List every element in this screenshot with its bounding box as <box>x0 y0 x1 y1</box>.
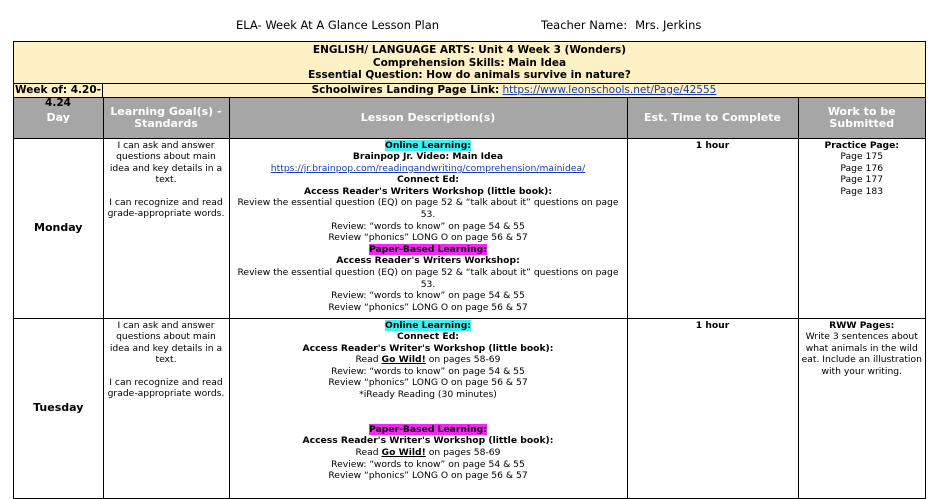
online-learning-label: Online Learning: <box>385 319 471 331</box>
brainpop-label: Brainpop Jr. Video: Main Idea <box>352 151 504 163</box>
table-row-monday <box>14 138 925 318</box>
rww-label: Access Reader's Writer's Workshop (little book): <box>302 342 554 354</box>
review-text: Review: “words to know” on page 54 & 55 <box>331 220 525 232</box>
landing-page <box>103 84 925 97</box>
work-item: Page 177 <box>840 174 884 186</box>
paper-learning-label: Paper-Based Learning: <box>369 423 487 435</box>
rww-label: Access Reader's Writers Workshop: <box>336 255 520 267</box>
work-title: RWW Pages: <box>829 319 895 331</box>
book-title: Go Wild! <box>381 447 426 459</box>
col-header-goals: Learning Goal(s) - Standards <box>103 98 229 139</box>
goal-text: I can ask and answer questions about main idea and key details in a text. <box>109 139 223 186</box>
lesson-table <box>14 98 925 499</box>
review-text: Review the essential question (EQ) on page 52 & “talk about it” questions on page 53. <box>237 267 619 290</box>
read-line <box>233 447 624 459</box>
read-line <box>233 354 624 366</box>
review-text: Review “phonics” LONG O on page 56 & 57 <box>328 377 528 389</box>
page-title: ELA- Week At A Glance Lesson Plan <box>236 18 440 32</box>
day-cell: Tuesday <box>14 318 103 498</box>
day-cell: Monday <box>14 138 103 318</box>
read-suffix: on pages 58-69 <box>428 354 501 366</box>
brainpop-link[interactable]: https://jr.brainpop.com/readingandwriting/comprehension/mainidea/ <box>270 162 586 174</box>
essential-question: Essential Question: How do animals survive in nature? <box>308 69 631 81</box>
work-item: Write 3 sentences about what animals in the wild eat. Include an illustration with your writing. <box>801 331 922 377</box>
work-cell <box>798 318 925 498</box>
work-title: Practice Page: <box>824 139 899 151</box>
book-title: Go Wild! <box>381 354 426 366</box>
read-prefix: Read <box>355 354 379 366</box>
read-prefix: Read <box>355 447 379 459</box>
landing-page-link[interactable]: https://www.leonschools.net/Page/42555 <box>502 83 717 96</box>
col-header-lesson: Lesson Description(s) <box>229 98 627 139</box>
work-item: Page 176 <box>840 162 884 174</box>
teacher-label: Teacher Name: <box>541 18 628 32</box>
goal-text: I can ask and answer questions about main idea and key details in a text. <box>109 319 223 366</box>
goal-cell <box>103 318 229 498</box>
week-row <box>14 83 925 109</box>
unit-line: ENGLISH/ LANGUAGE ARTS: Unit 4 Week 3 (Wonders) <box>312 44 627 56</box>
iready-text: *iReady Reading (30 minutes) <box>359 389 497 401</box>
week-of: Week of: 4.20-4.24 <box>15 83 101 109</box>
unit-info-box <box>14 42 925 84</box>
work-item: Page 175 <box>840 151 884 163</box>
work-cell <box>798 138 925 318</box>
rww-label: Access Reader's Writers Workshop (little book): <box>303 185 553 197</box>
landing-page-label: Schoolwires Landing Page Link: <box>311 83 500 96</box>
review-text: Review: “words to know” on page 54 & 55 <box>331 458 525 470</box>
col-header-work: Work to be Submitted <box>798 98 925 139</box>
review-text: Review the essential question (EQ) on page 52 & “talk about it” questions on page 53. <box>237 197 619 221</box>
time-cell: 1 hour <box>627 318 798 498</box>
lesson-cell <box>229 138 627 318</box>
connect-ed-label: Connect Ed: <box>397 174 459 186</box>
goal-cell <box>103 138 229 318</box>
review-text: Review “phonics” LONG O on page 56 & 57 <box>328 232 528 244</box>
lesson-plan-frame <box>13 41 926 499</box>
review-text: Review: “words to know” on page 54 & 55 <box>331 365 525 377</box>
time-cell: 1 hour <box>627 138 798 318</box>
review-text: Review “phonics” LONG O on page 56 & 57 <box>328 301 528 313</box>
online-learning-label: Online Learning: <box>385 139 471 151</box>
teacher-name: Mrs. Jerkins <box>635 18 702 32</box>
table-header-row <box>14 98 925 139</box>
goal-text: I can recognize and read grade-appropriate words. <box>107 196 225 220</box>
teacher-info <box>541 18 701 32</box>
goal-text: I can recognize and read grade-appropriate words. <box>107 376 225 400</box>
rww-label: Access Reader's Writer's Workshop (little book): <box>302 435 554 447</box>
comprehension-skills: Comprehension Skills: Main Idea <box>372 56 567 69</box>
col-header-time: Est. Time to Complete <box>627 98 798 139</box>
col-header-day: Day <box>14 98 103 139</box>
review-text: Review “phonics” LONG O on page 56 & 57 <box>328 470 528 482</box>
paper-learning-label: Paper-Based Learning: <box>369 243 487 255</box>
table-row-tuesday <box>14 318 925 498</box>
connect-ed-label: Connect Ed: <box>397 331 459 343</box>
lesson-cell <box>229 318 627 498</box>
read-suffix: on pages 58-69 <box>428 447 501 459</box>
work-item: Page 183 <box>840 185 884 197</box>
review-text: Review: “words to know” on page 54 & 55 <box>331 290 525 302</box>
